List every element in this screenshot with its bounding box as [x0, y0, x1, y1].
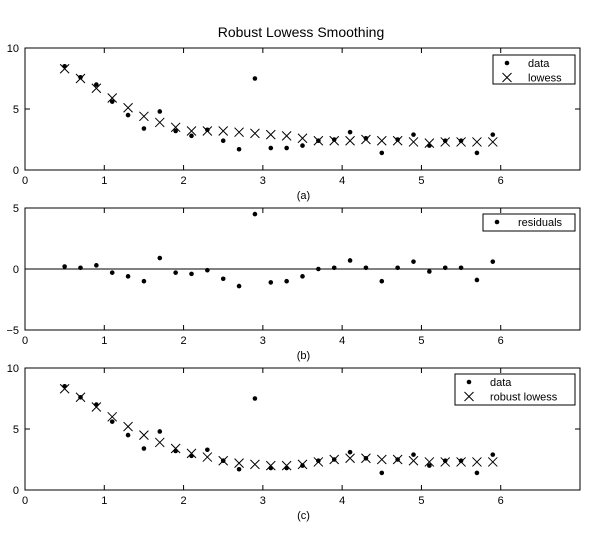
smoothed-point	[330, 455, 339, 464]
smoothed-point	[298, 134, 307, 143]
data-point	[411, 259, 416, 264]
smoothed-point	[472, 457, 481, 466]
data-point	[126, 433, 131, 438]
legend-entry: robust lowess	[490, 391, 558, 404]
data-point	[253, 76, 258, 81]
data-point	[205, 447, 210, 452]
smoothed-point	[409, 137, 418, 146]
x-tick-label: 2	[180, 175, 187, 187]
smoothed-point	[488, 457, 497, 466]
series-robust-lowess	[60, 384, 497, 470]
chart-title: Robust Lowess Smoothing	[217, 24, 385, 40]
data-point	[157, 109, 162, 114]
legend-marker	[505, 61, 510, 66]
x-tick-label: 4	[339, 495, 346, 507]
data-point	[268, 466, 273, 471]
smoothed-point	[282, 131, 291, 140]
data-point	[221, 138, 226, 143]
x-tick-label: 5	[418, 495, 425, 507]
smoothed-point	[377, 455, 386, 464]
y-tick-label: 10	[6, 43, 19, 55]
panel-a	[7, 43, 580, 202]
data-point	[490, 259, 495, 264]
data-point	[475, 278, 480, 283]
data-point	[364, 265, 369, 270]
smoothed-point	[219, 456, 228, 465]
y-tick-label: −5	[6, 325, 19, 337]
panel-caption: (c)	[297, 510, 310, 522]
data-point	[411, 452, 416, 457]
data-point	[94, 263, 99, 268]
data-point	[459, 265, 464, 270]
data-point	[253, 396, 258, 401]
smoothed-point	[250, 460, 259, 469]
y-tick-label: 0	[12, 264, 19, 276]
data-point	[348, 258, 353, 263]
y-tick-label: 5	[12, 203, 19, 215]
data-point	[110, 270, 115, 275]
data-point	[300, 274, 305, 279]
smoothed-point	[139, 431, 148, 440]
smoothed-point	[235, 128, 244, 137]
y-tick-label: 0	[12, 485, 19, 497]
smoothed-point	[346, 454, 355, 463]
x-tick-label: 2	[180, 335, 187, 347]
data-point	[237, 467, 242, 472]
data-point	[395, 265, 400, 270]
data-point	[284, 466, 289, 471]
smoothed-point	[361, 454, 370, 463]
data-point	[284, 146, 289, 151]
data-point	[348, 130, 353, 135]
data-point	[157, 256, 162, 261]
x-tick-label: 5	[418, 335, 425, 347]
smoothed-point	[393, 455, 402, 464]
x-tick-label: 3	[259, 335, 266, 347]
data-point	[189, 454, 194, 459]
panel-caption: (b)	[296, 350, 311, 362]
legend-marker	[467, 380, 472, 385]
x-tick-label: 4	[339, 175, 346, 187]
data-point	[126, 274, 131, 279]
legend	[483, 214, 575, 231]
x-tick-label: 5	[418, 175, 425, 187]
data-point	[411, 132, 416, 137]
data-point	[253, 212, 258, 217]
smoothed-point	[76, 393, 85, 402]
panel-b	[6, 203, 580, 362]
smoothed-point	[472, 137, 481, 146]
data-point	[237, 284, 242, 289]
data-point	[475, 471, 480, 476]
x-tick-label: 0	[21, 175, 29, 187]
data-point	[379, 471, 384, 476]
x-tick-label: 1	[101, 335, 108, 347]
y-tick-label: 5	[12, 104, 19, 116]
legend-entry: residuals	[518, 217, 563, 229]
y-tick-label: 5	[12, 424, 19, 436]
smoothed-point	[155, 118, 164, 127]
data-point	[379, 151, 384, 156]
x-tick-label: 0	[21, 335, 29, 347]
data-point	[379, 279, 384, 284]
legend-entry: data	[528, 58, 550, 70]
data-point	[62, 64, 67, 69]
data-point	[110, 419, 115, 424]
smoothed-point	[377, 136, 386, 145]
data-point	[142, 446, 147, 451]
data-point	[142, 126, 147, 131]
x-tick-label: 3	[259, 495, 266, 507]
series-residuals	[62, 212, 495, 289]
data-point	[443, 265, 448, 270]
legend-marker	[495, 220, 500, 225]
data-point	[268, 280, 273, 285]
data-point	[348, 450, 353, 455]
data-point	[427, 269, 432, 274]
data-point	[142, 279, 147, 284]
data-point	[189, 134, 194, 139]
x-tick-label: 2	[180, 495, 187, 507]
panel-c	[7, 363, 580, 522]
data-point	[268, 146, 273, 151]
smoothed-point	[409, 456, 418, 465]
smoothed-point	[346, 136, 355, 145]
smoothed-point	[266, 130, 275, 139]
series-lowess	[60, 64, 497, 147]
data-point	[284, 279, 289, 284]
x-tick-label: 3	[259, 175, 266, 187]
smoothed-point	[219, 126, 228, 135]
smoothed-point	[203, 453, 212, 462]
smoothed-point	[314, 136, 323, 145]
data-point	[173, 449, 178, 454]
data-point	[94, 402, 99, 407]
smoothed-point	[488, 137, 497, 146]
smoothed-point	[235, 459, 244, 468]
x-tick-label: 6	[497, 495, 504, 507]
y-tick-label: 10	[6, 363, 19, 375]
data-point	[126, 113, 131, 118]
data-point	[62, 384, 67, 389]
smoothed-point	[124, 103, 133, 112]
data-point	[173, 270, 178, 275]
series-data	[62, 64, 495, 155]
data-point	[62, 264, 67, 269]
smoothed-point	[155, 438, 164, 447]
data-point	[157, 429, 162, 434]
data-point	[205, 268, 210, 273]
smoothed-point	[139, 112, 148, 121]
data-point	[490, 132, 495, 137]
data-point	[316, 267, 321, 272]
data-point	[300, 143, 305, 148]
data-point	[490, 452, 495, 457]
x-tick-label: 4	[339, 335, 346, 347]
data-point	[427, 143, 432, 148]
y-tick-label: 0	[12, 165, 19, 177]
data-point	[332, 265, 337, 270]
panel-caption: (a)	[296, 190, 311, 202]
legend	[455, 374, 575, 405]
smoothed-point	[124, 422, 133, 431]
data-point	[475, 151, 480, 156]
legend-entry: lowess	[528, 72, 562, 85]
data-point	[221, 276, 226, 281]
x-tick-label: 0	[21, 495, 29, 507]
x-tick-label: 6	[497, 175, 504, 187]
legend-entry: data	[490, 377, 512, 389]
smoothed-point	[250, 129, 259, 138]
data-point	[189, 272, 194, 277]
x-tick-label: 1	[101, 495, 108, 507]
x-tick-label: 6	[497, 335, 504, 347]
x-tick-label: 1	[101, 175, 108, 187]
legend	[493, 55, 575, 85]
data-point	[237, 147, 242, 152]
data-point	[78, 265, 83, 270]
